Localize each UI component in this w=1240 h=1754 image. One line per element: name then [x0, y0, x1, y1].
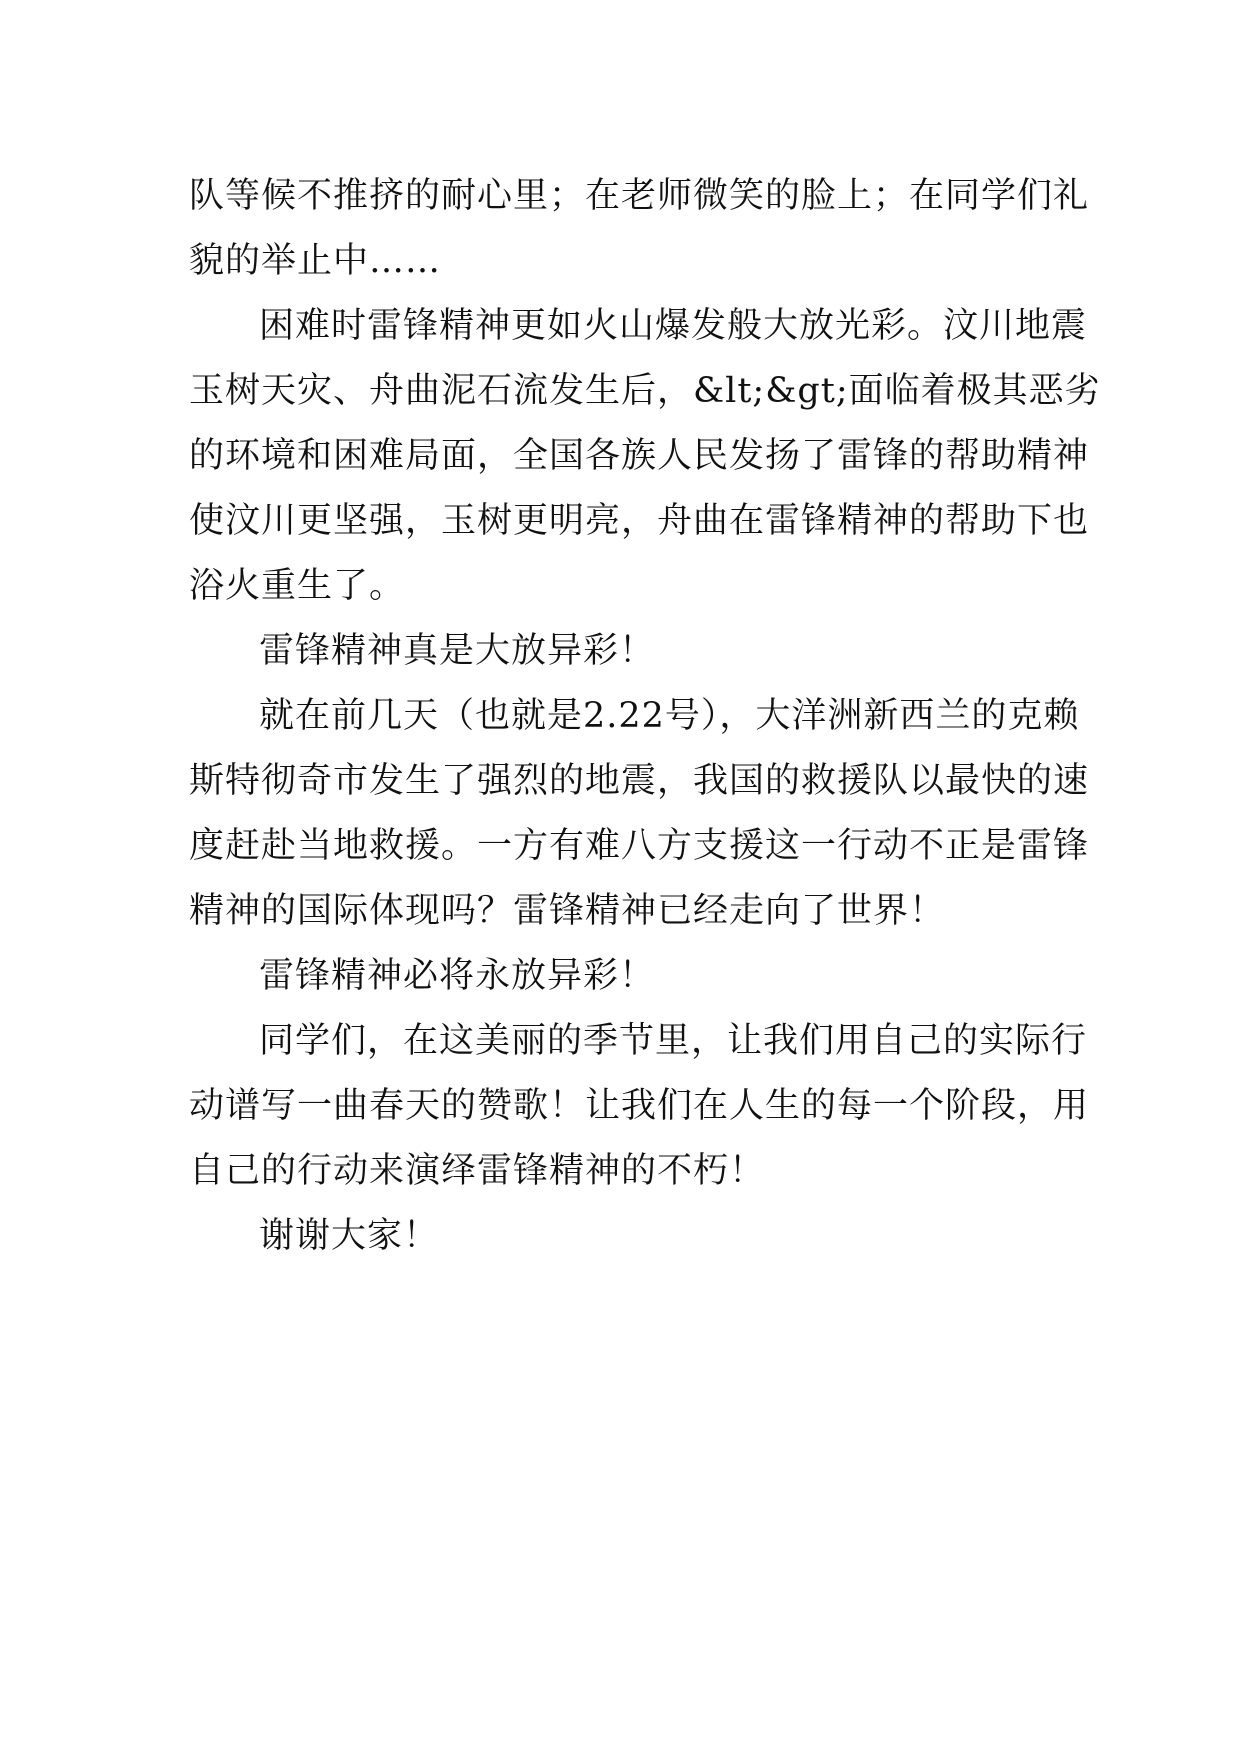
text-line: 使汶川更坚强，玉树更明亮，舟曲在雷锋精神的帮助下也: [189, 501, 1090, 541]
text-line: 浴火重生了。: [189, 566, 406, 606]
text-line: 雷锋精神必将永放异彩！: [259, 956, 656, 996]
text-line: 的环境和困难局面，全国各族人民发扬了雷锋的帮助精神: [189, 436, 1090, 476]
text-line: 度赶赴当地救援。一方有难八方支援这一行动不正是雷锋: [189, 826, 1090, 866]
document-body: [189, 164, 1101, 1269]
text-line: 貌的举止中……: [189, 241, 442, 281]
text-line: 自己的行动来演绎雷锋精神的不朽！: [189, 1151, 766, 1191]
text-line: 困难时雷锋精神更如火山爆发般大放光彩。汶川地震: [259, 306, 1088, 346]
text-line: 就在前几天（也就是2.22号），大洋洲新西兰的克赖: [259, 696, 1080, 736]
text-line: 动谱写一曲春天的赞歌！让我们在人生的每一个阶段，用: [189, 1086, 1090, 1126]
text-line: 雷锋精神真是大放异彩！: [259, 631, 656, 671]
text-line: 同学们，在这美丽的季节里，让我们用自己的实际行: [259, 1021, 1088, 1061]
text-line: 精神的国际体现吗？雷锋精神已经走向了世界！: [189, 891, 946, 931]
text-line: 玉树天灾、舟曲泥石流发生后，&lt;&gt;面临着极其恶劣: [189, 371, 1101, 411]
text-line: 队等候不推挤的耐心里；在老师微笑的脸上；在同学们礼: [189, 176, 1090, 216]
text-line: 斯特彻奇市发生了强烈的地震，我国的救援队以最快的速: [189, 761, 1090, 801]
text-line: 谢谢大家！: [259, 1216, 440, 1256]
